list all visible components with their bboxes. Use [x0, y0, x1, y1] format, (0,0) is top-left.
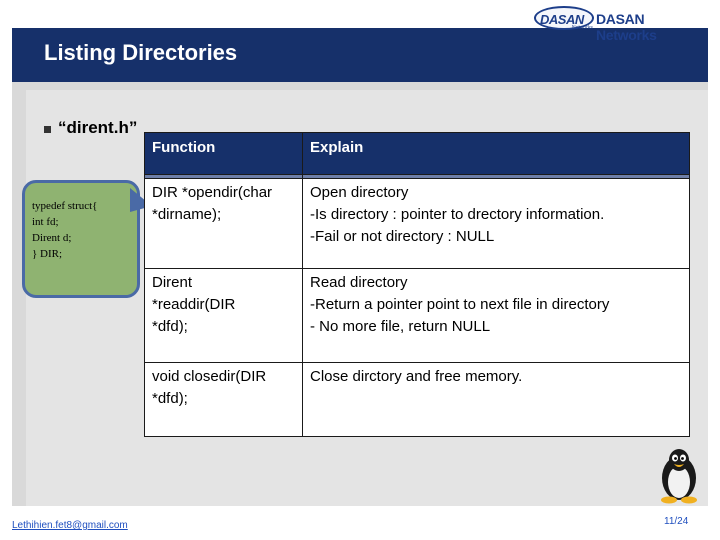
bullet-header-text: “dirent.h”	[58, 118, 138, 137]
footer-email-link[interactable]: Lethihien.fet8@gmail.com	[12, 520, 128, 531]
cell-line: *dirname);	[152, 206, 222, 223]
header-function: Function	[145, 133, 303, 175]
callout-line: int fd;	[32, 216, 59, 228]
cell-line: DIR *opendir(char	[152, 184, 273, 201]
page-number: 11/24	[664, 516, 689, 527]
cell-line: -Return a pointer point to next file in directory	[310, 296, 610, 313]
cell-function	[145, 269, 303, 363]
callout-code	[32, 198, 97, 262]
header-explain: Explain	[303, 133, 690, 175]
cell-line: *dfd);	[152, 318, 188, 335]
table-header-row	[145, 133, 690, 175]
logo-mark-text: DASAN	[540, 12, 584, 27]
table-row	[145, 179, 690, 269]
cell-line: void closedir(DIR	[152, 368, 267, 385]
slide-title: Listing Directories	[44, 40, 238, 65]
function-table	[144, 132, 690, 437]
logo-sub: Networks	[572, 25, 593, 31]
cell-line: Close dirctory and free memory.	[310, 368, 523, 385]
penguin-icon	[650, 446, 708, 504]
cell-line: -Is directory : pointer to drectory information.	[310, 206, 605, 223]
logo-name: DASAN Networks	[596, 11, 657, 43]
callout-line: Dirent d;	[32, 232, 72, 244]
cell-explain	[303, 269, 690, 363]
cell-line: Open directory	[310, 184, 409, 201]
cell-line: Read directory	[310, 274, 408, 291]
table-row	[145, 269, 690, 363]
cell-explain	[303, 363, 690, 437]
cell-explain	[303, 179, 690, 269]
cell-line: *dfd);	[152, 390, 188, 407]
dasan-logo	[534, 6, 700, 43]
cell-function	[145, 363, 303, 437]
cell-line: -Fail or not directory : NULL	[310, 228, 495, 245]
callout-line: typedef struct{	[32, 200, 98, 212]
cell-line: *readdir(DIR	[152, 296, 236, 313]
cell-function	[145, 179, 303, 269]
cell-line: Dirent	[152, 274, 193, 291]
table-row	[145, 363, 690, 437]
callout-line: } DIR;	[32, 248, 63, 260]
square-bullet-icon	[44, 126, 51, 133]
cell-line: - No more file, return NULL	[310, 318, 491, 335]
